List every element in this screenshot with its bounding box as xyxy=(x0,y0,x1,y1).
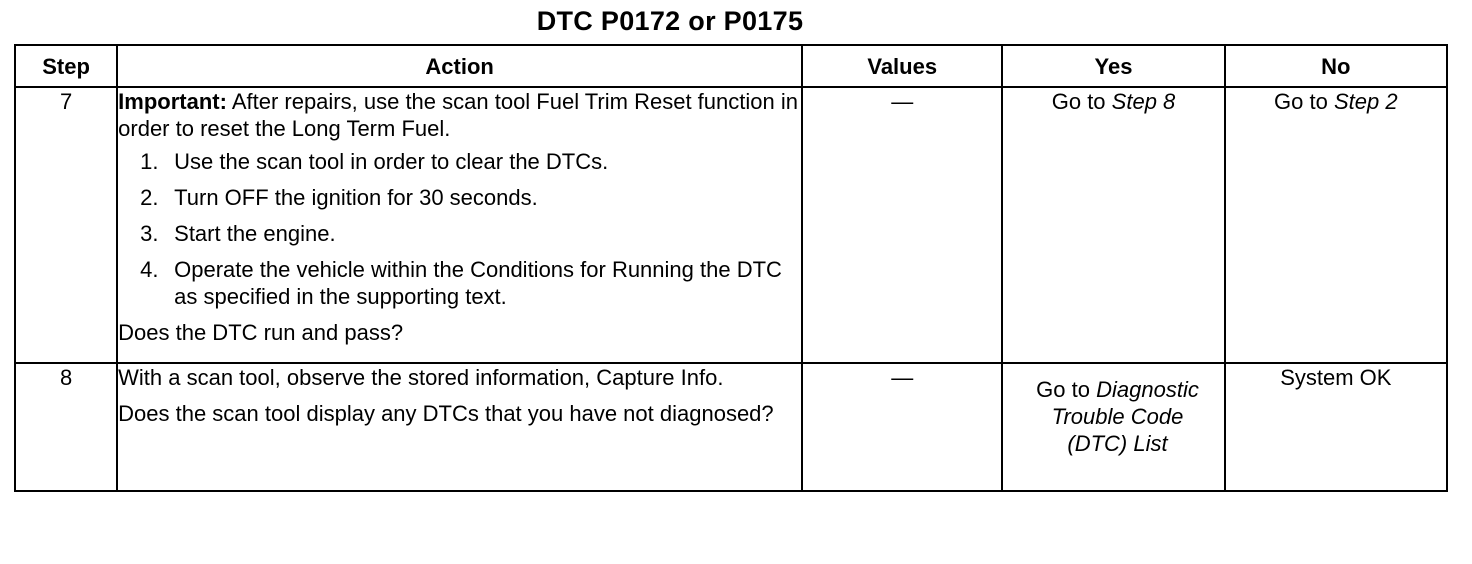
list-item xyxy=(140,256,801,310)
substep-number: 1. xyxy=(140,149,159,174)
header-row xyxy=(15,45,1447,87)
no-link[interactable]: Step 2 xyxy=(1333,89,1398,114)
diagnostic-table xyxy=(14,44,1448,492)
substep-text: Use the scan tool in order to clear the DTCs. xyxy=(174,149,609,174)
yes-prefix: Go to xyxy=(1036,377,1090,402)
step-question: Does the DTC run and pass? xyxy=(118,320,404,345)
important-note xyxy=(118,88,801,142)
no-prefix: Go to xyxy=(1274,89,1328,114)
list-item xyxy=(140,184,801,211)
yes-cell xyxy=(1002,87,1224,363)
header-yes: Yes xyxy=(1002,45,1224,87)
yes-prefix: Go to xyxy=(1051,89,1106,114)
document-title: DTC P0172 or P0175 xyxy=(536,6,804,36)
no-cell: System OK xyxy=(1225,363,1447,491)
important-text: After repairs, use the scan tool Fuel Trim Reset function in order to reset the Long Term Fuel. xyxy=(118,89,798,141)
yes-link[interactable]: Diagnostic Trouble Code (DTC) List xyxy=(1051,377,1199,456)
yes-cell xyxy=(1002,363,1224,491)
step-question: Does the scan tool display any DTCs that you have not diagnosed? xyxy=(118,401,774,426)
header-no: No xyxy=(1225,45,1447,87)
step-number: 7 xyxy=(15,87,117,363)
substep-number: 2. xyxy=(140,185,159,210)
substep-number: 3. xyxy=(140,221,159,246)
values-cell: — xyxy=(802,87,1002,363)
substep-text: Turn OFF the ignition for 30 seconds. xyxy=(174,185,538,210)
values-cell: — xyxy=(802,363,1002,491)
step-number: 8 xyxy=(15,363,117,491)
action-cell xyxy=(117,363,802,491)
action-cell xyxy=(117,87,802,363)
table-row-step-8 xyxy=(15,363,1447,491)
step-instruction: With a scan tool, observe the stored information, Capture Info. xyxy=(118,365,724,390)
header-values: Values xyxy=(802,45,1002,87)
list-item xyxy=(140,220,801,247)
yes-link[interactable]: Step 8 xyxy=(1111,89,1176,114)
table-row-step-7 xyxy=(15,87,1447,363)
header-action: Action xyxy=(117,45,802,87)
list-item xyxy=(140,148,801,175)
no-cell xyxy=(1225,87,1447,363)
substep-list xyxy=(118,148,801,310)
substep-text: Start the engine. xyxy=(174,221,336,246)
header-step: Step xyxy=(15,45,117,87)
substep-text: Operate the vehicle within the Conditions for Running the DTC as specified in the supporting text. xyxy=(174,257,782,309)
important-label: Important: xyxy=(118,89,227,114)
substep-number: 4. xyxy=(140,257,159,282)
